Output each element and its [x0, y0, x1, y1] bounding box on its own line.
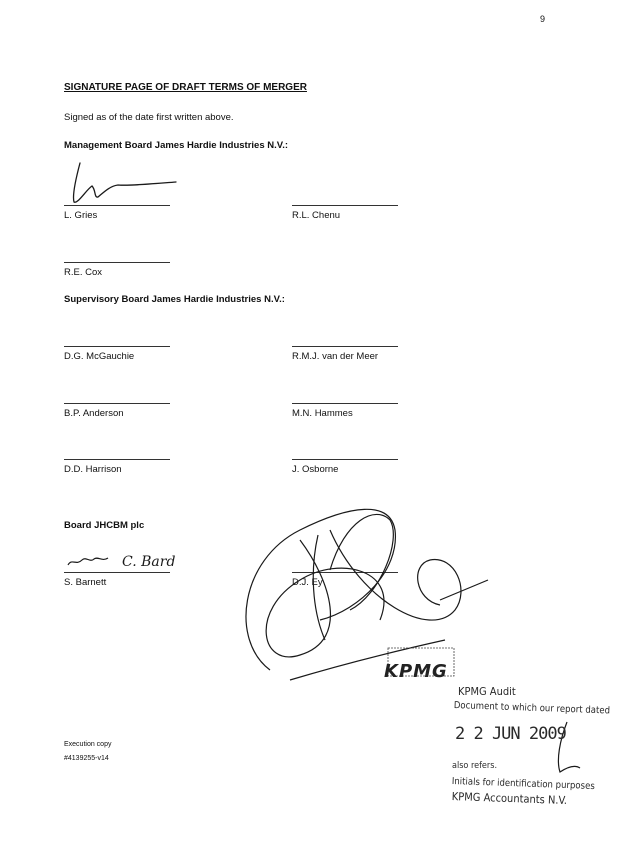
page-heading: SIGNATURE PAGE OF DRAFT TERMS OF MERGER	[64, 82, 307, 93]
stamp-kpmg-audit: KPMG Audit	[458, 685, 516, 698]
page-number: 9	[540, 14, 546, 24]
signatory-name: R.L. Chenu	[292, 210, 341, 221]
signatory-name: J. Osborne	[292, 464, 339, 475]
signatory-name: D.G. McGauchie	[64, 351, 135, 362]
signatory-name: B.P. Anderson	[64, 408, 124, 419]
execution-copy-label: Execution copy	[64, 741, 112, 748]
svg-text:KPMG: KPMG	[384, 661, 448, 682]
signatory-name: D.D. Harrison	[64, 464, 122, 475]
stamp-date: 2 2 JUN 2009	[455, 724, 566, 744]
supervisory-board-title: Supervisory Board James Hardie Industries N.V.:	[64, 294, 285, 305]
barnett-signature	[68, 558, 108, 565]
signatory-name: D.J. Ey	[292, 577, 323, 588]
signatory-name: L. Gries	[64, 210, 98, 221]
jhcbm-board-title: Board JHCBM plc	[64, 520, 145, 531]
kpmg-logo-icon	[384, 648, 454, 682]
signatory-name: R.M.J. van der Meer	[292, 351, 379, 362]
stamp-initials-purpose: Initials for identification purposes	[451, 776, 595, 792]
barnett-handwriting: C. Bard	[122, 554, 176, 570]
signatory-name: M.N. Hammes	[292, 408, 353, 419]
stamp-kpmg-accountants: KPMG Accountants N.V.	[451, 790, 568, 808]
stamp-also-refers: also refers.	[452, 761, 498, 771]
intro-text: Signed as of the date first written above.	[64, 112, 234, 123]
gries-signature	[73, 163, 176, 202]
stamp-document-reference: Document to which our report dated	[453, 700, 611, 717]
management-board-title: Management Board James Hardie Industries N.V.:	[64, 140, 289, 151]
document-reference: #4139255-v14	[64, 755, 109, 762]
signatory-name: S. Barnett	[64, 577, 107, 588]
signatory-name: R.E. Cox	[64, 267, 103, 278]
ey-signature-scribble	[246, 509, 488, 680]
